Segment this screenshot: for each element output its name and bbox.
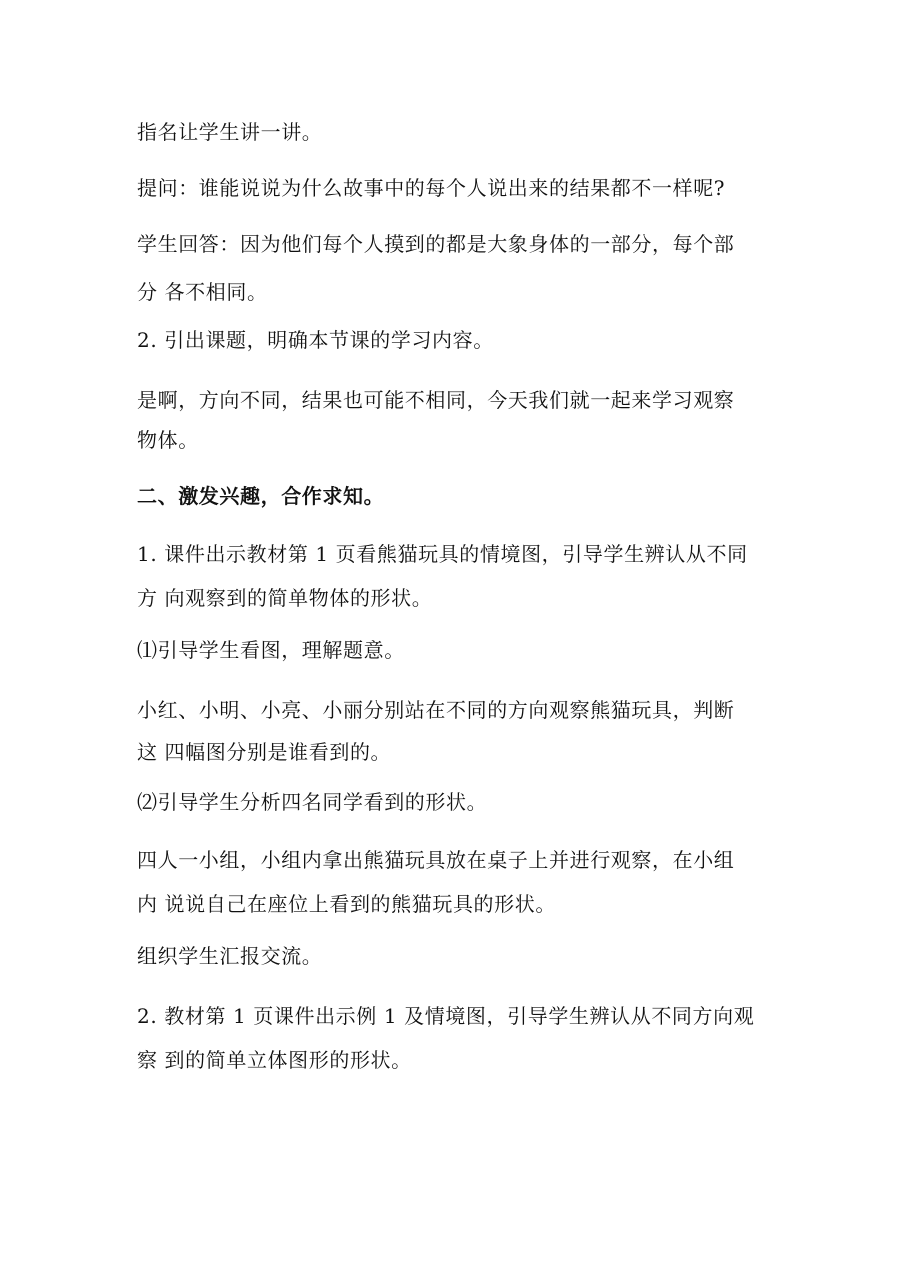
- paragraph-line: 是啊，方向不同，结果也可能不相同，今天我们就一起来学习观察: [137, 388, 735, 412]
- paragraph-line: 2. 引出课题，明确本节课的学习内容。: [137, 328, 494, 352]
- paragraph-line: 组织学生汇报交流。: [137, 944, 323, 968]
- paragraph-line: 四人一小组，小组内拿出熊猫玩具放在桌子上并进行观察，在小组: [137, 848, 735, 872]
- paragraph-line: 学生回答：因为他们每个人摸到的都是大象身体的一部分，每个部: [137, 232, 735, 256]
- paragraph-line: 提问：谁能说说为什么故事中的每个人说出来的结果都不一样呢?: [137, 176, 726, 200]
- paragraph-line: ⑴引导学生看图，理解题意。: [137, 638, 405, 662]
- section-heading: 二、激发兴趣，合作求知。: [137, 484, 385, 508]
- paragraph-line: 物体。: [137, 428, 199, 452]
- paragraph-line: 1. 课件出示教材第 1 页看熊猫玩具的情境图，引导学生辨认从不同: [137, 542, 748, 566]
- paragraph-line: 指名让学生讲一讲。: [137, 120, 323, 144]
- paragraph-line: 小红、小明、小亮、小丽分别站在不同的方向观察熊猫玩具，判断: [137, 698, 735, 722]
- paragraph-line: 方 向观察到的简单物体的形状。: [137, 586, 433, 610]
- paragraph-line: 内 说说自己在座位上看到的熊猫玩具的形状。: [137, 892, 556, 916]
- paragraph-line: 2. 教材第 1 页课件出示例 1 及情境图，引导学生辨认从不同方向观: [137, 1004, 755, 1028]
- paragraph-line: 这 四幅图分别是谁看到的。: [137, 740, 392, 764]
- paragraph-line: ⑵引导学生分析四名同学看到的形状。: [137, 790, 488, 814]
- paragraph-line: 分 各不相同。: [137, 280, 268, 304]
- paragraph-line: 察 到的简单立体图形的形状。: [137, 1048, 412, 1072]
